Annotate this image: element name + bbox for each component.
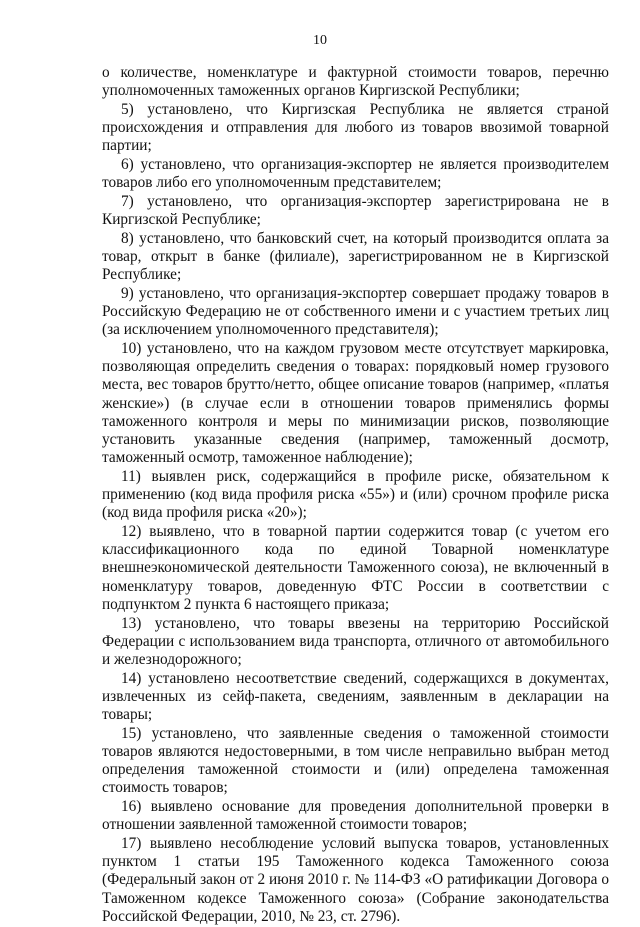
list-item-6: 6) установлено, что организация-экспортер не является производителем товаров либо его уполномоченным представителем; — [102, 156, 609, 192]
page-number: 10 — [313, 33, 327, 48]
list-item-15: 15) установлено, что заявленные сведения о таможенной стоимости товаров являются недостоверными, в том числе неправильно выбран метод определения таможенной стоимости и (или) определена таможенная стоимость товаров; — [102, 724, 609, 797]
list-item-10: 10) установлено, что на каждом грузовом месте отсутствует маркировка, позволяющая определить сведения о товарах: порядковый номер грузового места, вес товаров брутто/нетто, общее описание товаров (например, «платья женские») (в случае если в отношении товаров применялись формы таможенного контроля и меры по минимизации рисков, позволяющие установить указанные сведения (например, таможенный досмотр, таможенный осмотр, таможенное наблюдение); — [102, 340, 609, 467]
list-item-12: 12) выявлено, что в товарной партии содержится товар (с учетом его классификационного кода по единой Товарной номенклатуре внешнеэкономической деятельности Таможенного союза), не включенный в номенклатуру товаров, доведенную ФТС России в соответствии с подпунктом 2 пункта 6 настоящего приказа; — [102, 523, 609, 613]
list-item-17: 17) выявлено несоблюдение условий выпуска товаров, установленных пунктом 1 статьи 195 Таможенного кодекса Таможенного союза (Федеральный закон от 2 июня 2010 г. № 114-ФЗ «О ратификации Договора о Таможенном кодексе Таможенного союза» (Собрание законодательства Российской Федерации, 2010, № 23, ст. 2796). — [102, 835, 609, 925]
list-item-5: 5) установлено, что Киргизская Республика не является страной происхождения и отправления для любого из товаров ввозимой товарной партии; — [102, 100, 609, 155]
list-item-13: 13) установлено, что товары ввезены на территорию Российской Федерации с использованием вида транспорта, отличного от автомобильного и железнодорожного; — [102, 614, 609, 668]
list-item-9: 9) установлено, что организация-экспортер совершает продажу товаров в Российскую Федерацию не от собственного имени и с участием третьих лиц (за исключением уполномоченного представителя); — [102, 284, 609, 339]
paragraph-continuation: о количестве, номенклатуре и фактурной стоимости товаров, перечню уполномоченных таможенных органов Киргизской Республики; — [102, 64, 609, 100]
list-item-11: 11) выявлен риск, содержащийся в профиле риске, обязательном к применению (код вида профиля риска «55») и (или) срочном профиле риска (код вида профиля риска «20»); — [102, 467, 609, 522]
list-item-16: 16) выявлено основание для проведения дополнительной проверки в отношении заявленной таможенной стоимости товаров; — [102, 798, 609, 834]
list-item-14: 14) установлено несоответствие сведений, содержащихся в документах, извлеченных из сейф-пакета, сведениям, заявленным в декларации на товары; — [102, 669, 609, 724]
list-item-7: 7) установлено, что организация-экспортер зарегистрирована не в Киргизской Республике; — [102, 192, 609, 229]
list-item-8: 8) установлено, что банковский счет, на который производится оплата за товар, открыт в банке (филиале), зарегистрированном не в Киргизской Республике; — [102, 229, 609, 284]
document-body — [102, 64, 609, 927]
